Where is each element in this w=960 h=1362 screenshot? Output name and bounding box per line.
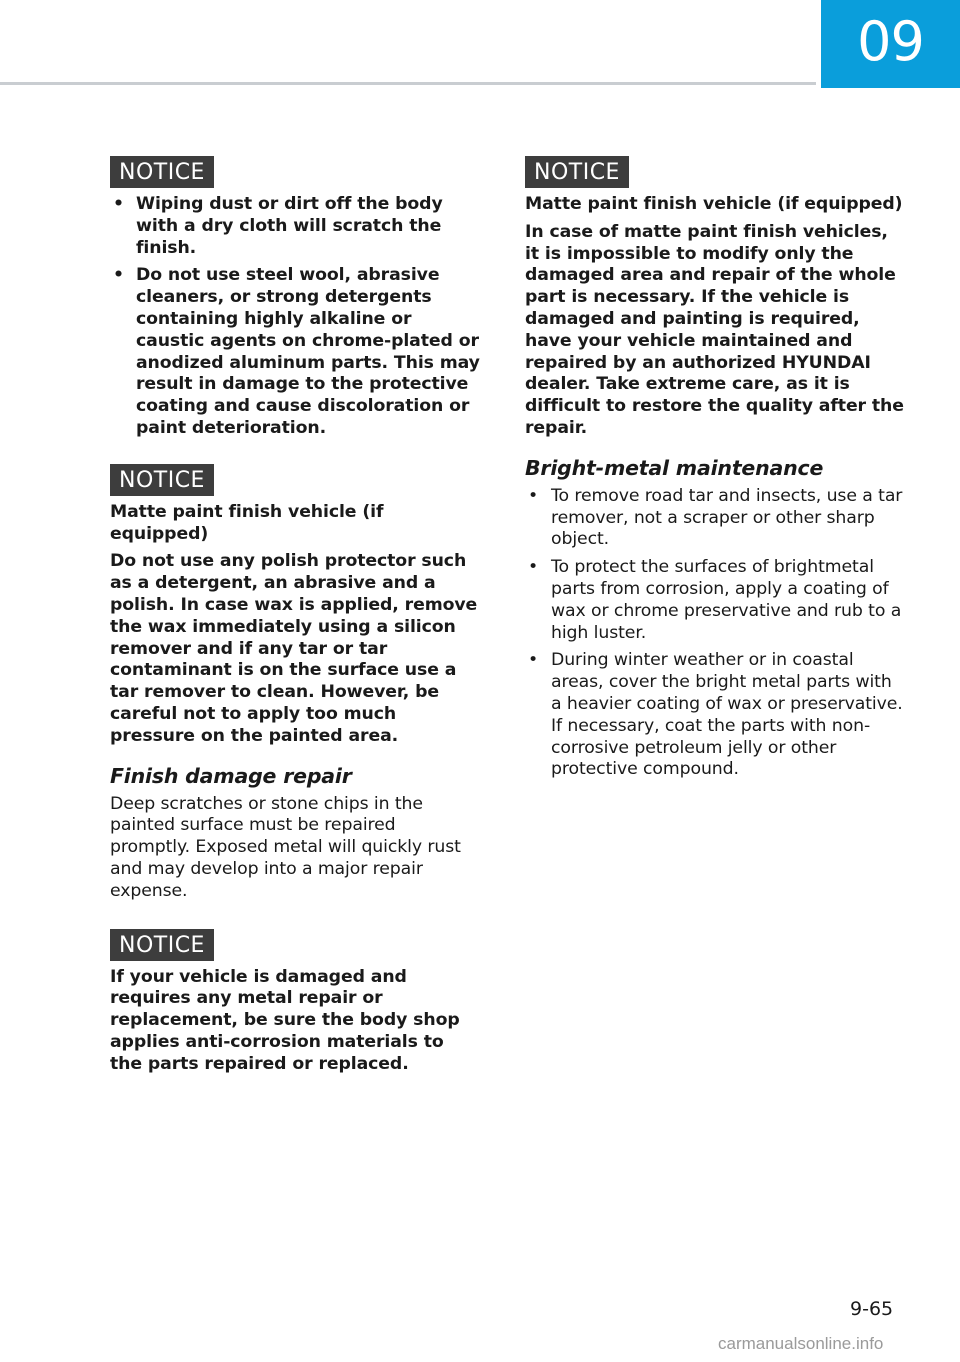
section-heading-bright-metal: Bright-metal maintenance [525, 455, 824, 480]
right-column [525, 156, 905, 787]
section-heading-finish-damage: Finish damage repair [110, 763, 352, 788]
notice-body: Do not use any polish protector such as a detergent, an abrasive and a polish. In case wax is applied, remove the wax immediately using a silicon remover and if any tar or tar contaminant is on the surface use a tar remover to clean. However, be careful not to apply too much pressure on the painted area. [110, 551, 478, 746]
notice-body: If your vehicle is damaged and requires any metal repair or replacement, be sure the body shop applies anti-corrosion materials to the parts repaired or replaced. [110, 966, 460, 1074]
chapter-tab: 09 [821, 0, 960, 88]
notice-title: Matte paint finish vehicle (if equipped) [110, 501, 384, 544]
finish-damage-body: Deep scratches or stone chips in the painted surface must be repaired promptly. Exposed metal will quickly rust and may develop into a major repair expense. [110, 793, 461, 901]
list-item: • Do not use steel wool, abrasive cleaners, or strong detergents containing highly alkaline or caustic agents on chrome-plated or anodized aluminum parts. This may result in damage to the protective coating and cause discoloration or paint deterioration. [113, 265, 480, 438]
list-item: • Wiping dust or dirt off the body with a dry cloth will scratch the finish. [113, 194, 443, 258]
bright-metal-bullet-list [525, 486, 905, 781]
notice-label: NOTICE [110, 156, 214, 188]
list-item: • To protect the surfaces of brightmetal parts from corrosion, apply a coating of wax or chrome preservative and rub to a high luster. [528, 557, 902, 643]
notice-label: NOTICE [110, 929, 214, 961]
notice-label: NOTICE [525, 156, 629, 188]
list-item: • To remove road tar and insects, use a tar remover, not a scraper or other sharp object. [528, 485, 903, 550]
notice-label: NOTICE [110, 464, 214, 496]
left-column [110, 156, 480, 1082]
notice-bullet-list [110, 194, 480, 440]
notice-title: Matte paint finish vehicle (if equipped) [525, 194, 903, 214]
page-number: 9-65 [850, 1298, 894, 1320]
list-item: • During winter weather or in coastal areas, cover the bright metal parts with a heavier coating of wax or preservative. If necessary, coat the parts with non-corrosive petroleum jelly or other protective compound. [528, 650, 903, 780]
watermark: carmanualsonline.info [718, 1334, 884, 1353]
notice-body: In case of matte paint finish vehicles, it is impossible to modify only the damaged area and repair of the whole part is necessary. If the vehicle is damaged and painting is required, have your vehicle maintained and repaired by an authorized HYUNDAI dealer. Take extreme care, as it is difficult to restore the quality after the repair. [525, 221, 904, 438]
header-rule [0, 82, 816, 85]
